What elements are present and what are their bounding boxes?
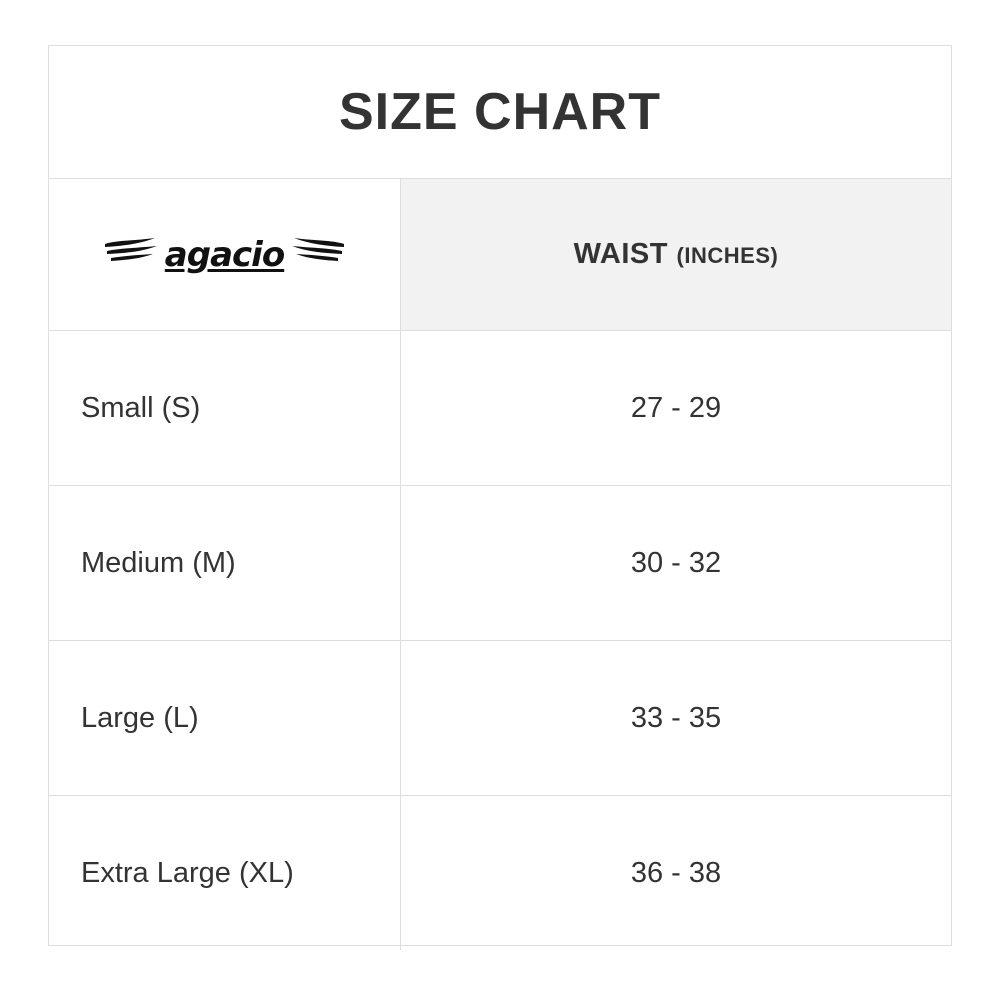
waist-value: 27 - 29 <box>630 391 722 424</box>
page-title: SIZE CHART <box>339 83 661 141</box>
size-chart-table <box>48 45 952 946</box>
table-header-row <box>49 179 951 331</box>
table-row <box>49 641 951 796</box>
size-label: Small (S) <box>81 391 201 424</box>
size-cell <box>49 641 401 795</box>
waist-cell <box>401 796 951 950</box>
brand-cell <box>49 179 401 330</box>
size-cell <box>49 486 401 640</box>
measure-header-main: WAIST <box>573 238 677 270</box>
size-label: Medium (M) <box>81 546 236 579</box>
brand-name: agacio <box>164 234 285 275</box>
wing-icon <box>103 235 161 274</box>
wing-icon <box>288 235 346 274</box>
waist-cell <box>401 641 951 795</box>
brand-logo <box>103 235 346 275</box>
table-row <box>49 486 951 641</box>
size-cell <box>49 796 401 950</box>
waist-cell <box>401 486 951 640</box>
waist-value: 30 - 32 <box>630 546 722 579</box>
size-label: Large (L) <box>81 701 199 734</box>
size-label: Extra Large (XL) <box>81 856 294 889</box>
measure-header-cell <box>401 179 951 330</box>
chart-title-row <box>49 46 951 179</box>
measure-header-label <box>574 238 779 271</box>
table-row <box>49 796 951 950</box>
measure-header-unit: (INCHES) <box>676 243 779 268</box>
size-cell <box>49 331 401 485</box>
waist-value: 36 - 38 <box>630 856 722 889</box>
waist-cell <box>401 331 951 485</box>
table-row <box>49 331 951 486</box>
waist-value: 33 - 35 <box>630 701 722 734</box>
